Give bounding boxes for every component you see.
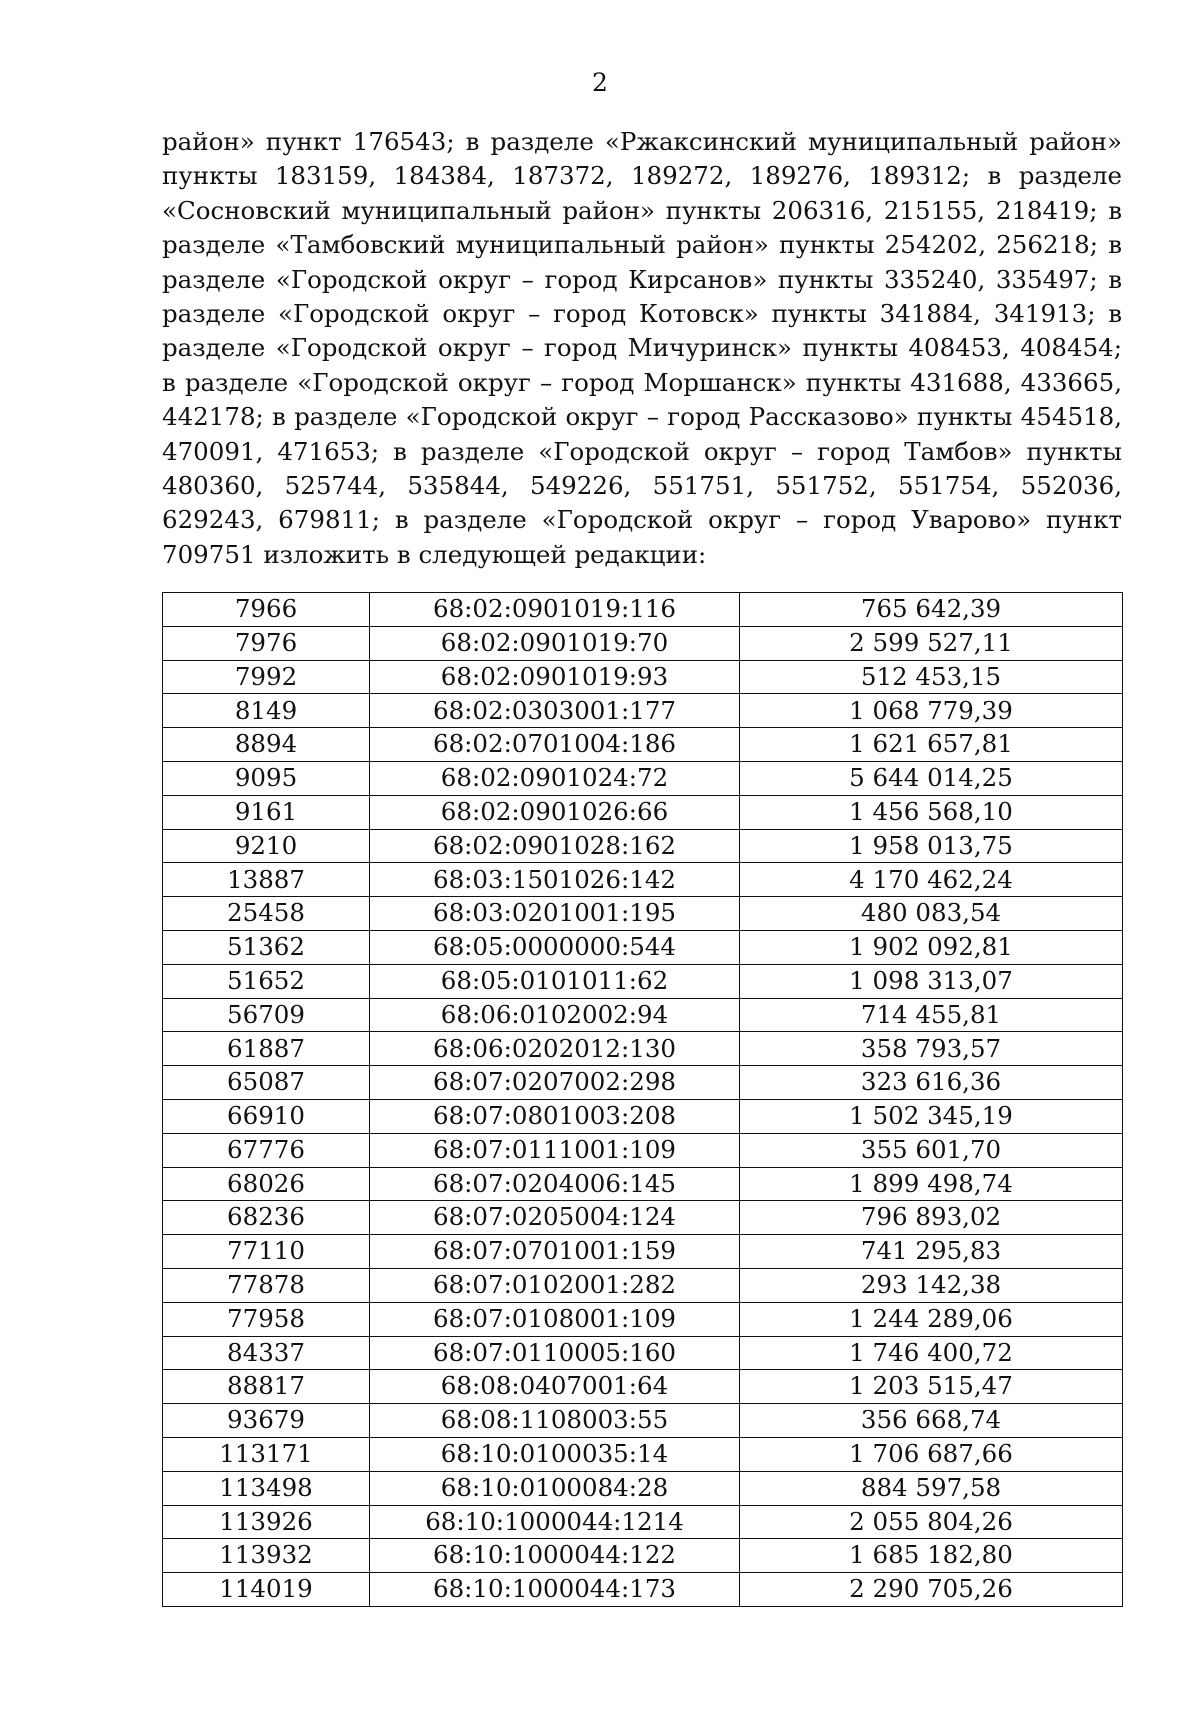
cadastral-number-cell: 68:05:0000000:544 (370, 930, 740, 964)
page-number: 2 (592, 68, 608, 97)
cadastral-number-cell: 68:03:0201001:195 (370, 897, 740, 931)
cadastral-value-cell: 1 685 182,80 (740, 1539, 1123, 1573)
cadastral-number-cell: 68:07:0207002:298 (370, 1066, 740, 1100)
table-body (163, 593, 1123, 1607)
cadastral-value-cell: 796 893,02 (740, 1201, 1123, 1235)
table-row (163, 1539, 1123, 1573)
item-number-cell: 7966 (163, 593, 370, 627)
table-row (163, 1099, 1123, 1133)
cadastral-value-cell: 358 793,57 (740, 1032, 1123, 1066)
cadastral-number-cell: 68:07:0110005:160 (370, 1336, 740, 1370)
cadastral-number-cell: 68:06:0202012:130 (370, 1032, 740, 1066)
amendment-paragraph: район» пункт 176543; в разделе «Ржаксинский муниципальный район» пункты 183159, 184384, 187372, 189272, 189276, 189312; в разделе «Сосновский муниципальный район» пункты 206316, 215155, 218419; в разделе «Тамбовский муниципальный район» пункты 254202, 256218; в разделе «Городской округ – город Кирсанов» пункты 335240, 335497; в разделе «Городской округ – город Котовск» пункты 341884, 341913; в разделе «Городской округ – город Мичуринск» пункты 408453, 408454; в разделе «Городской округ – город Моршанск» пункты 431688, 433665, 442178; в разделе «Городской округ – город Рассказово» пункты 454518, 470091, 471653; в разделе «Городской округ – город Тамбов» пункты 480360, 525744, 535844, 549226, 551751, 551752, 551754, 552036, 629243, 679811; в разделе «Городской округ – город Уварово» пункт 709751 изложить в следующей редакции: (162, 127, 1122, 569)
table-row (163, 1066, 1123, 1100)
table-row (163, 660, 1123, 694)
item-number-cell: 7992 (163, 660, 370, 694)
item-number-cell: 77878 (163, 1268, 370, 1302)
table-row (163, 930, 1123, 964)
cadastral-number-cell: 68:02:0901019:93 (370, 660, 740, 694)
cadastral-value-cell: 480 083,54 (740, 897, 1123, 931)
cadastral-value-cell: 2 599 527,11 (740, 626, 1123, 660)
cadastral-value-cell: 1 899 498,74 (740, 1167, 1123, 1201)
table-row (163, 1302, 1123, 1336)
cadastral-number-cell: 68:08:0407001:64 (370, 1370, 740, 1404)
table-row (163, 1336, 1123, 1370)
item-number-cell: 113498 (163, 1471, 370, 1505)
cadastral-value-cell: 356 668,74 (740, 1404, 1123, 1438)
item-number-cell: 113926 (163, 1505, 370, 1539)
table-row (163, 1471, 1123, 1505)
cadastral-number-cell: 68:02:0901019:116 (370, 593, 740, 627)
cadastral-value-cell: 1 621 657,81 (740, 728, 1123, 762)
table-row (163, 694, 1123, 728)
table-row (163, 1268, 1123, 1302)
cadastral-value-cell: 293 142,38 (740, 1268, 1123, 1302)
cadastral-number-cell: 68:10:1000044:1214 (370, 1505, 740, 1539)
table-row (163, 1235, 1123, 1269)
cadastral-value-table (162, 592, 1123, 1607)
item-number-cell: 77110 (163, 1235, 370, 1269)
cadastral-number-cell: 68:07:0102001:282 (370, 1268, 740, 1302)
cadastral-value-cell: 741 295,83 (740, 1235, 1123, 1269)
cadastral-number-cell: 68:02:0901028:162 (370, 829, 740, 863)
cadastral-value-cell: 4 170 462,24 (740, 863, 1123, 897)
cadastral-number-cell: 68:07:0205004:124 (370, 1201, 740, 1235)
cadastral-value-cell: 2 055 804,26 (740, 1505, 1123, 1539)
cadastral-value-cell: 1 456 568,10 (740, 795, 1123, 829)
cadastral-number-cell: 68:10:0100084:28 (370, 1471, 740, 1505)
item-number-cell: 9161 (163, 795, 370, 829)
item-number-cell: 61887 (163, 1032, 370, 1066)
cadastral-value-cell: 1 502 345,19 (740, 1099, 1123, 1133)
table-row (163, 897, 1123, 931)
table-row (163, 593, 1123, 627)
item-number-cell: 8894 (163, 728, 370, 762)
table-row (163, 1032, 1123, 1066)
table-row (163, 1167, 1123, 1201)
item-number-cell: 51362 (163, 930, 370, 964)
table-row (163, 1505, 1123, 1539)
table-row (163, 1404, 1123, 1438)
table-row (163, 829, 1123, 863)
cadastral-number-cell: 68:07:0204006:145 (370, 1167, 740, 1201)
item-number-cell: 65087 (163, 1066, 370, 1100)
cadastral-number-cell: 68:10:0100035:14 (370, 1437, 740, 1471)
item-number-cell: 114019 (163, 1573, 370, 1607)
cadastral-value-cell: 5 644 014,25 (740, 761, 1123, 795)
item-number-cell: 8149 (163, 694, 370, 728)
cadastral-number-cell: 68:02:0901019:70 (370, 626, 740, 660)
table-row (163, 1437, 1123, 1471)
table-row (163, 626, 1123, 660)
table-row (163, 1370, 1123, 1404)
item-number-cell: 9210 (163, 829, 370, 863)
cadastral-number-cell: 68:07:0701001:159 (370, 1235, 740, 1269)
cadastral-number-cell: 68:02:0701004:186 (370, 728, 740, 762)
item-number-cell: 113932 (163, 1539, 370, 1573)
cadastral-value-cell: 765 642,39 (740, 593, 1123, 627)
table-row (163, 863, 1123, 897)
item-number-cell: 84337 (163, 1336, 370, 1370)
table-row (163, 1201, 1123, 1235)
cadastral-value-cell: 1 902 092,81 (740, 930, 1123, 964)
cadastral-value-cell: 1 746 400,72 (740, 1336, 1123, 1370)
cadastral-value-cell: 1 706 687,66 (740, 1437, 1123, 1471)
item-number-cell: 68236 (163, 1201, 370, 1235)
table-row (163, 1573, 1123, 1607)
item-number-cell: 56709 (163, 998, 370, 1032)
table-row (163, 964, 1123, 998)
cadastral-value-cell: 1 958 013,75 (740, 829, 1123, 863)
item-number-cell: 68026 (163, 1167, 370, 1201)
item-number-cell: 7976 (163, 626, 370, 660)
cadastral-number-cell: 68:10:1000044:173 (370, 1573, 740, 1607)
cadastral-value-cell: 1 098 313,07 (740, 964, 1123, 998)
cadastral-number-cell: 68:10:1000044:122 (370, 1539, 740, 1573)
cadastral-value-cell: 884 597,58 (740, 1471, 1123, 1505)
item-number-cell: 13887 (163, 863, 370, 897)
cadastral-number-cell: 68:06:0102002:94 (370, 998, 740, 1032)
cadastral-value-cell: 1 203 515,47 (740, 1370, 1123, 1404)
table-row (163, 728, 1123, 762)
cadastral-value-cell: 714 455,81 (740, 998, 1123, 1032)
cadastral-number-cell: 68:07:0108001:109 (370, 1302, 740, 1336)
cadastral-value-cell: 2 290 705,26 (740, 1573, 1123, 1607)
item-number-cell: 77958 (163, 1302, 370, 1336)
cadastral-value-cell: 355 601,70 (740, 1133, 1123, 1167)
cadastral-number-cell: 68:02:0303001:177 (370, 694, 740, 728)
item-number-cell: 9095 (163, 761, 370, 795)
cadastral-number-cell: 68:05:0101011:62 (370, 964, 740, 998)
item-number-cell: 25458 (163, 897, 370, 931)
cadastral-value-cell: 1 244 289,06 (740, 1302, 1123, 1336)
item-number-cell: 66910 (163, 1099, 370, 1133)
item-number-cell: 51652 (163, 964, 370, 998)
table-row (163, 998, 1123, 1032)
cadastral-number-cell: 68:08:1108003:55 (370, 1404, 740, 1438)
table-row (163, 761, 1123, 795)
cadastral-number-cell: 68:02:0901024:72 (370, 761, 740, 795)
cadastral-value-cell: 512 453,15 (740, 660, 1123, 694)
cadastral-value-cell: 1 068 779,39 (740, 694, 1123, 728)
cadastral-number-cell: 68:02:0901026:66 (370, 795, 740, 829)
item-number-cell: 67776 (163, 1133, 370, 1167)
cadastral-number-cell: 68:07:0801003:208 (370, 1099, 740, 1133)
item-number-cell: 93679 (163, 1404, 370, 1438)
item-number-cell: 113171 (163, 1437, 370, 1471)
cadastral-value-cell: 323 616,36 (740, 1066, 1123, 1100)
cadastral-number-cell: 68:03:1501026:142 (370, 863, 740, 897)
cadastral-number-cell: 68:07:0111001:109 (370, 1133, 740, 1167)
table-row (163, 1133, 1123, 1167)
table-row (163, 795, 1123, 829)
item-number-cell: 88817 (163, 1370, 370, 1404)
